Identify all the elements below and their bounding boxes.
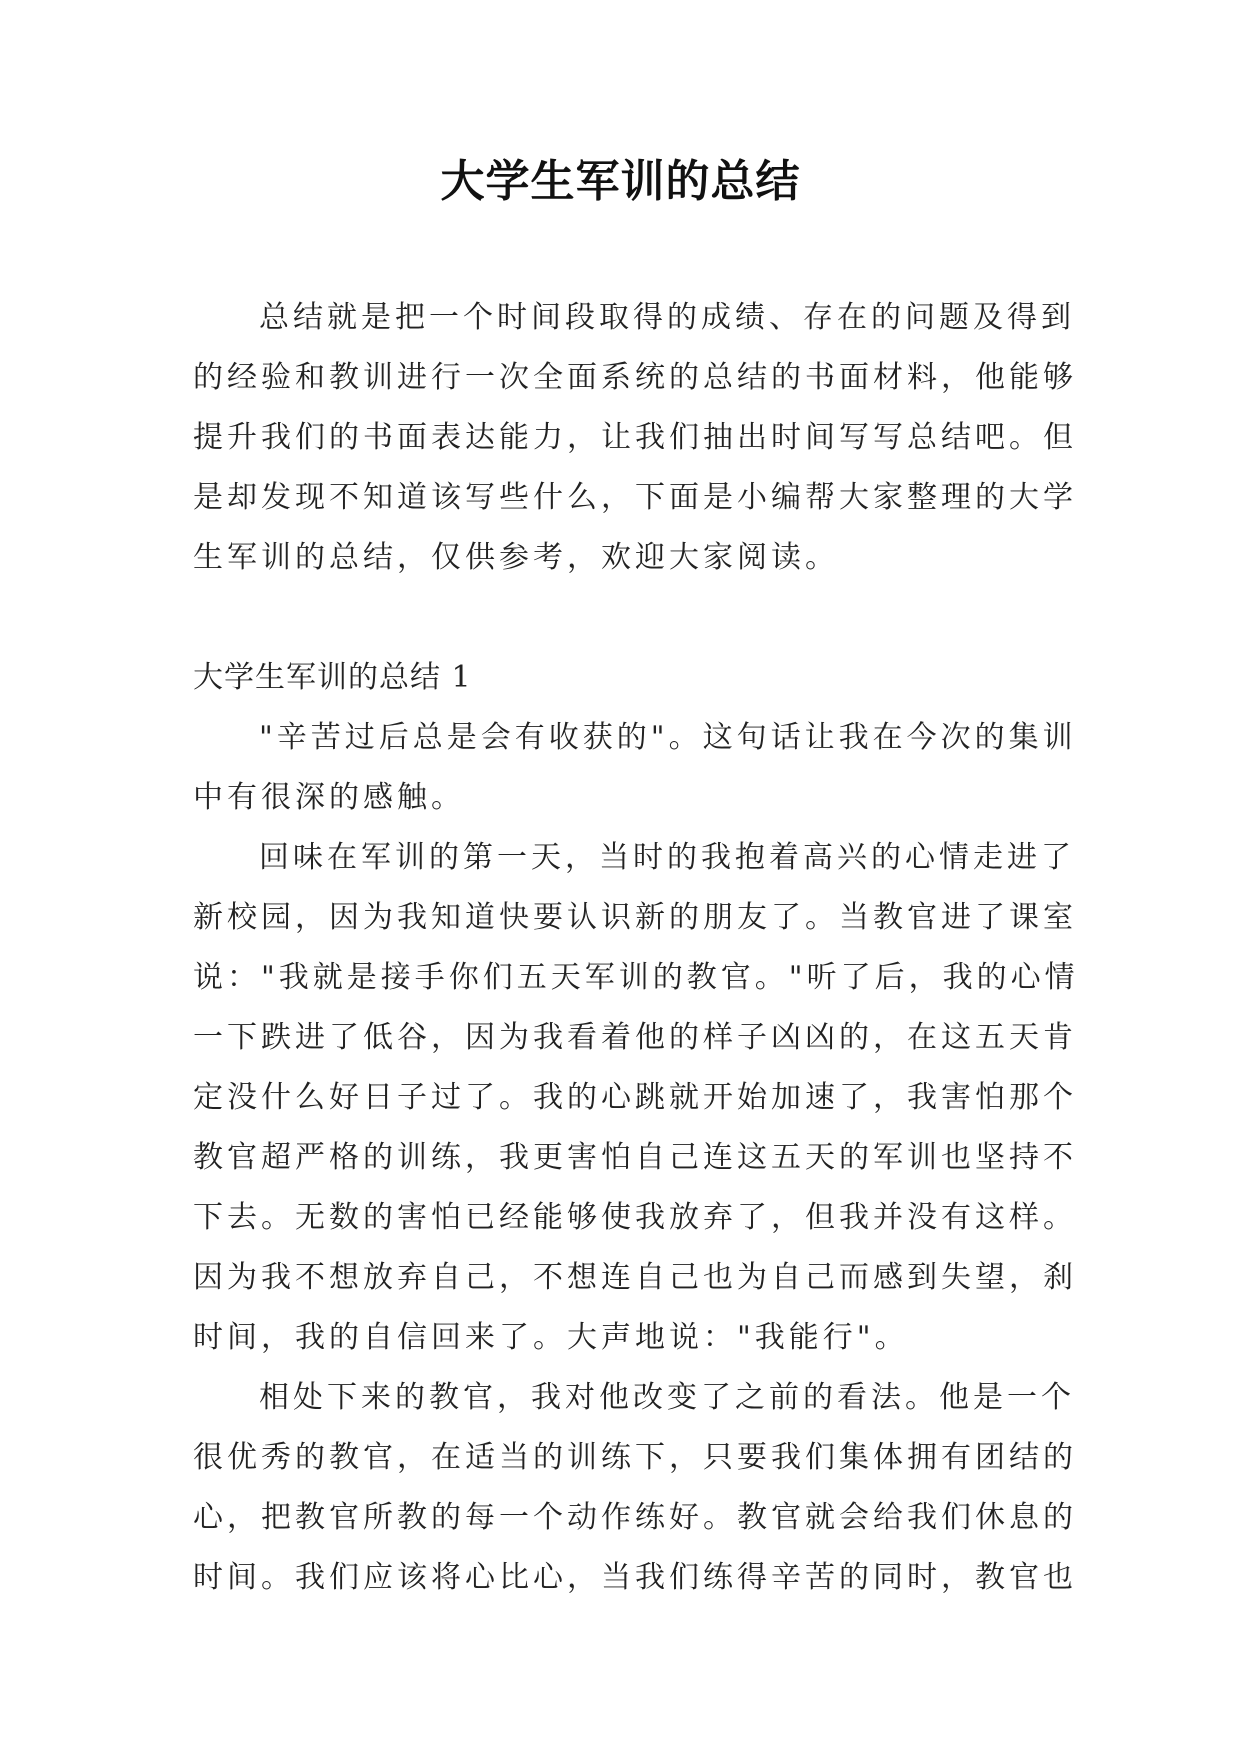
body-line: 教官超严格的训练，我更害怕自己连这五天的军训也坚持不 bbox=[193, 1140, 1077, 1175]
body-line: 中有很深的感触。 bbox=[193, 780, 465, 815]
body-line: 心，把教官所教的每一个动作练好。教官就会给我们休息的 bbox=[193, 1500, 1077, 1535]
document-title: 大学生军训的总结 bbox=[440, 156, 801, 207]
body-line: 相处下来的教官，我对他改变了之前的看法。他是一个 bbox=[259, 1380, 1075, 1415]
body-line: 时间。我们应该将心比心，当我们练得辛苦的同时，教官也 bbox=[193, 1560, 1077, 1595]
body-line: 因为我不想放弃自己，不想连自己也为自己而感到失望，刹 bbox=[193, 1260, 1077, 1295]
intro-paragraph bbox=[193, 288, 1093, 588]
body-line: 时间，我的自信回来了。大声地说："我能行"。 bbox=[193, 1320, 909, 1355]
intro-line: 总结就是把一个时间段取得的成绩、存在的问题及得到 bbox=[259, 300, 1075, 335]
body-paragraph bbox=[193, 828, 1093, 1368]
section-heading: 大学生军训的总结 1 bbox=[193, 660, 472, 695]
body-line: 说："我就是接手你们五天军训的教官。"听了后，我的心情 bbox=[193, 960, 1079, 995]
body-paragraph bbox=[193, 708, 1093, 828]
intro-line: 生军训的总结，仅供参考，欢迎大家阅读。 bbox=[193, 540, 839, 575]
intro-line: 的经验和教训进行一次全面系统的总结的书面材料，他能够 bbox=[193, 360, 1077, 395]
body-line: 很优秀的教官，在适当的训练下，只要我们集体拥有团结的 bbox=[193, 1440, 1077, 1475]
body-line: 定没什么好日子过了。我的心跳就开始加速了，我害怕那个 bbox=[193, 1080, 1077, 1115]
intro-line: 提升我们的书面表达能力，让我们抽出时间写写总结吧。但 bbox=[193, 420, 1077, 455]
intro-line: 是却发现不知道该写些什么，下面是小编帮大家整理的大学 bbox=[193, 480, 1077, 515]
document-body bbox=[193, 288, 1093, 1608]
body-paragraph bbox=[193, 1368, 1093, 1608]
body-line: 回味在军训的第一天，当时的我抱着高兴的心情走进了 bbox=[259, 840, 1075, 875]
body-line: "辛苦过后总是会有收获的"。这句话让我在今次的集训 bbox=[259, 720, 1077, 755]
body-line: 新校园，因为我知道快要认识新的朋友了。当教官进了课室 bbox=[193, 900, 1077, 935]
body-line: 一下跌进了低谷，因为我看着他的样子凶凶的，在这五天肯 bbox=[193, 1020, 1077, 1055]
paragraph-spacer bbox=[193, 588, 1093, 648]
body-line: 下去。无数的害怕已经能够使我放弃了，但我并没有这样。 bbox=[193, 1200, 1077, 1235]
